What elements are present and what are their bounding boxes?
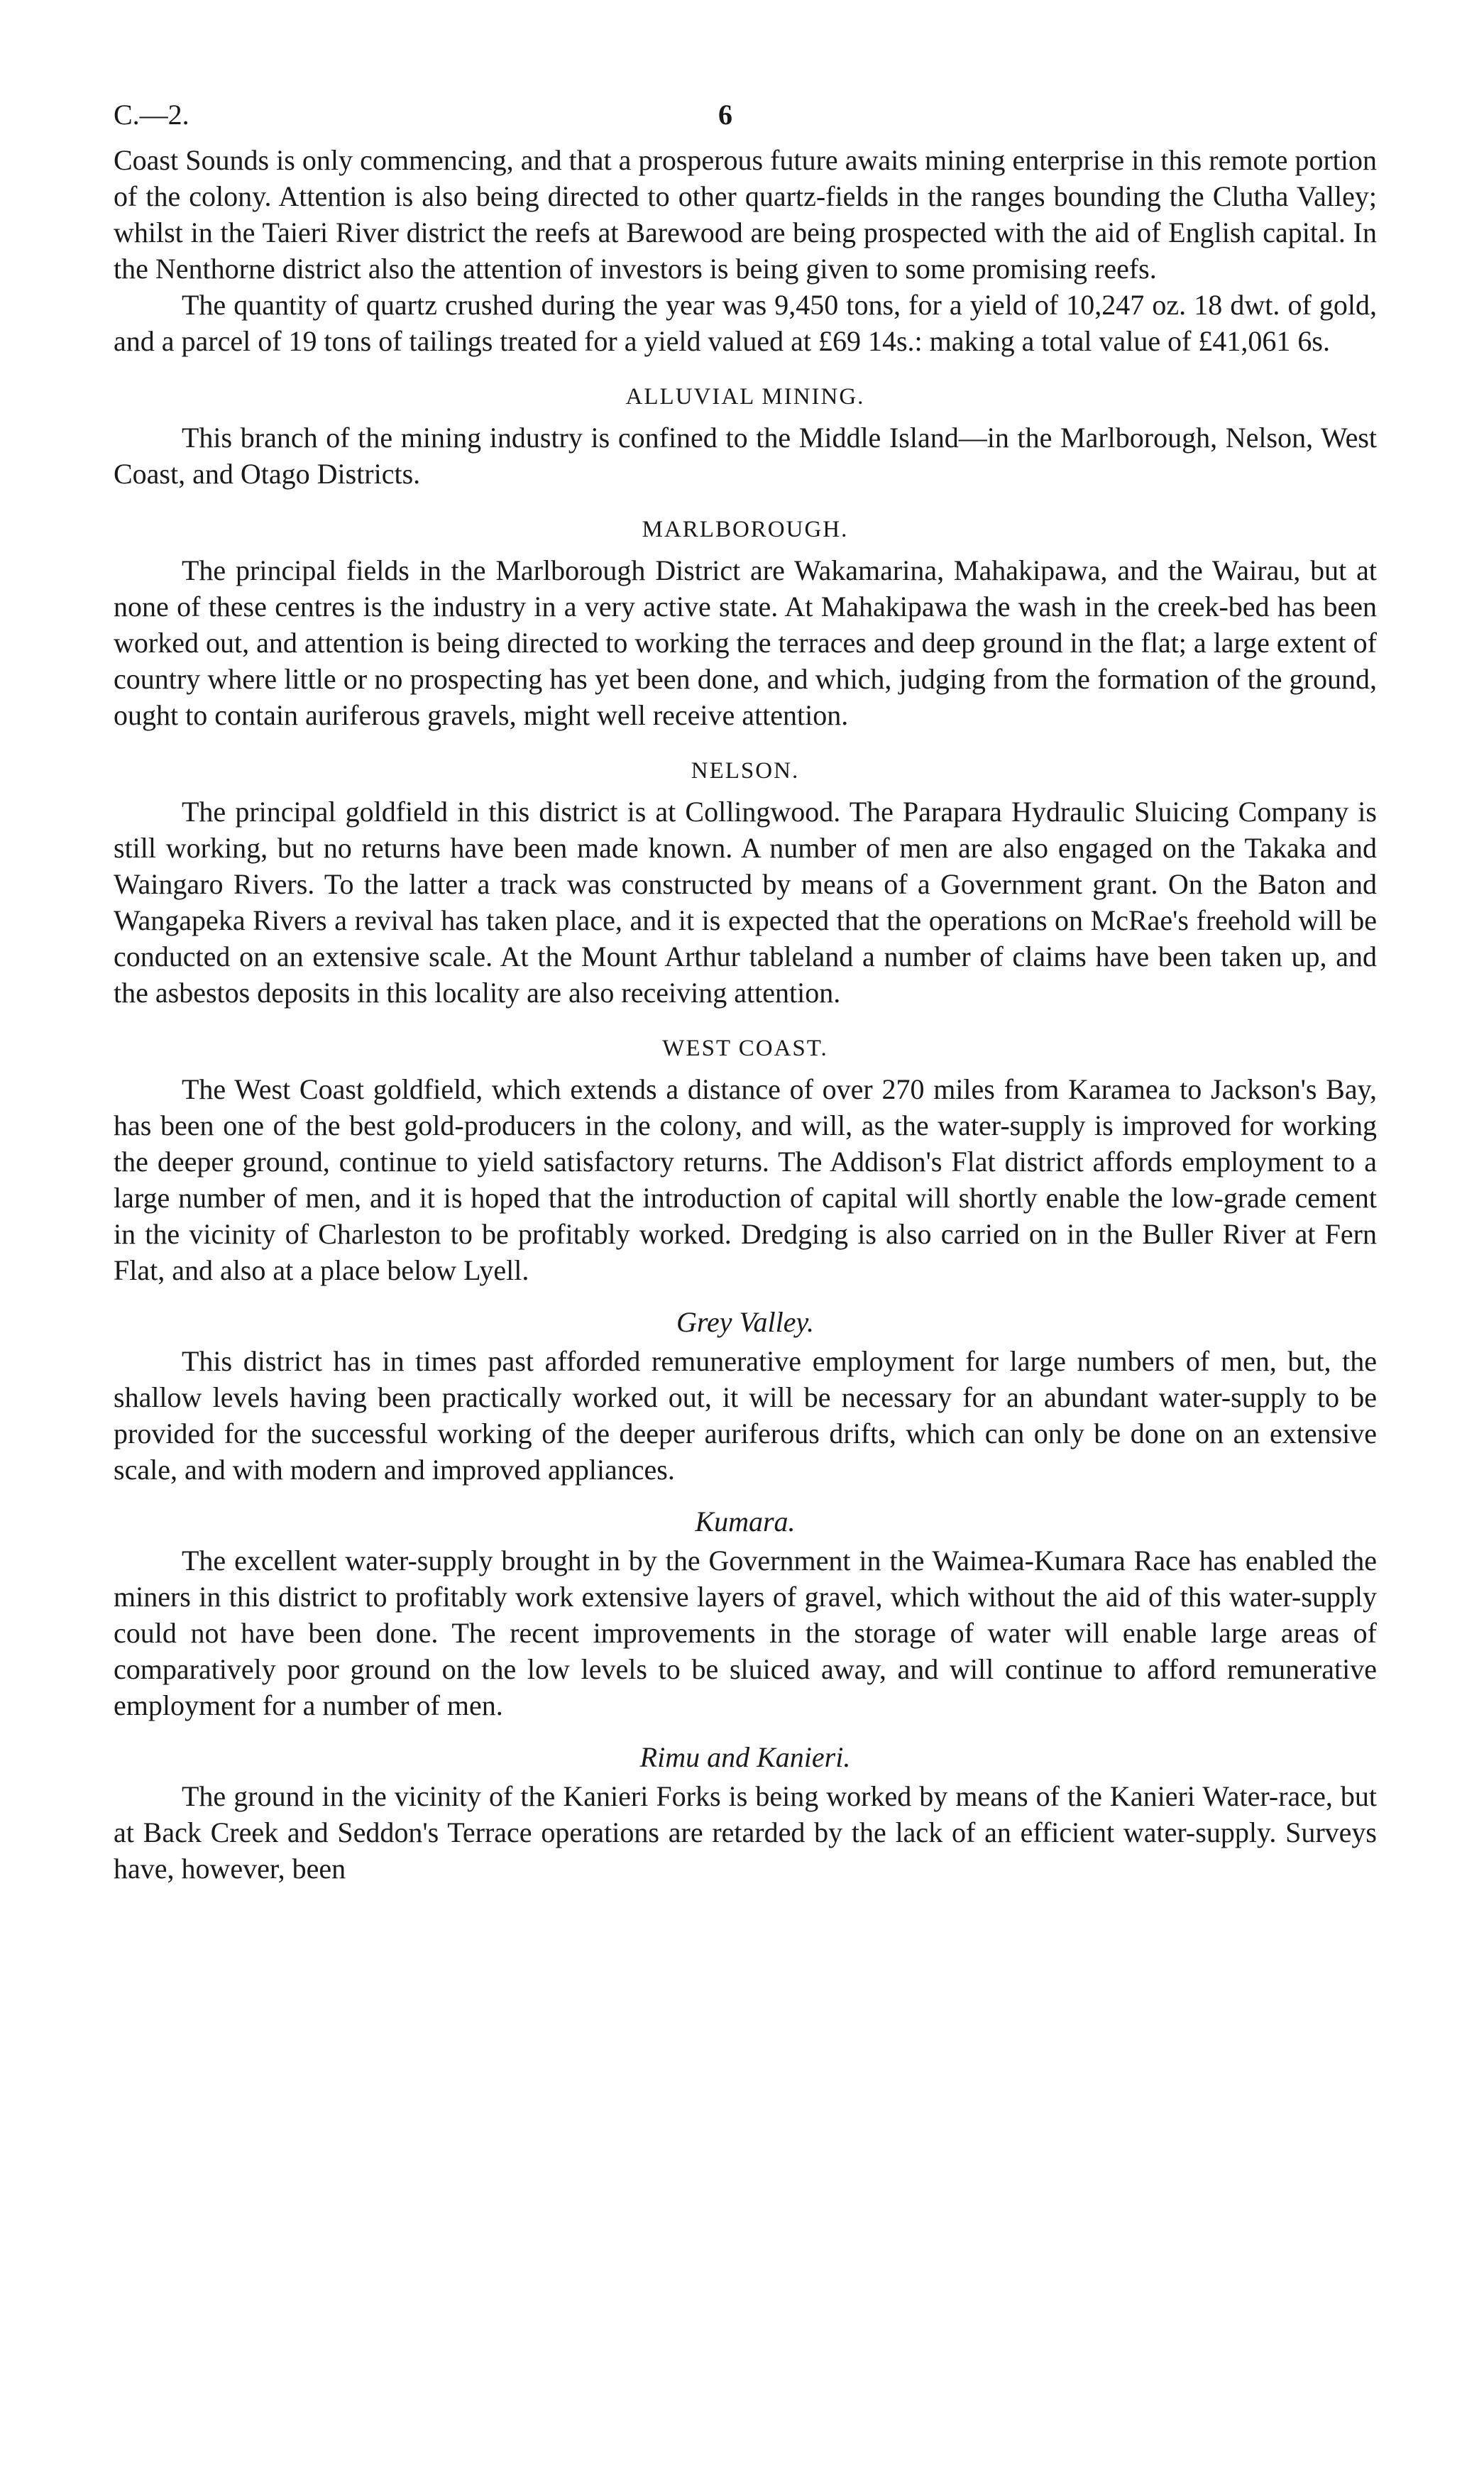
section-heading-marlborough: MARLBOROUGH. bbox=[642, 517, 849, 542]
rimu-kanieri-paragraph: The ground in the vicinity of the Kanieri Forks is being worked by means of the Kanieri Water-race, but at Back Creek and Seddon's Terrace operations are retarded by the lack of an efficient water-supply. Surveys have, however, been bbox=[114, 1780, 1377, 1885]
rimu-kanieri-section bbox=[114, 1739, 1377, 1887]
intro-paragraph-1: Coast Sounds is only commencing, and that a prosperous future awaits mining enterprise in this remote portion of the colony. Attention is also being directed to other quartz-fields in the ranges bounding the Clutha Valley; whilst in the Taieri River district the reefs at Barewood are being prospected with the aid of English capital. In the Nenthorne district also the attention of investors is being given to some promising reefs. bbox=[114, 144, 1377, 285]
alluvial-paragraph: This branch of the mining industry is confined to the Middle Island—in the Marlborough, Nelson, West Coast, and Otago Districts. bbox=[114, 422, 1377, 490]
nelson-section bbox=[114, 753, 1377, 1011]
marlborough-paragraph: The principal fields in the Marlborough District are Wakamarina, Mahakipawa, and the Wairau, but at none of these centres is the industry in a very active state. At Mahakipawa the wash in the creek-bed has been worked out, and attention is being directed to working the terraces and deep ground in the flat; a large extent of country where little or no prospecting has yet been done, and which, judging from the formation of the ground, ought to contain auriferous gravels, might well receive attention. bbox=[114, 554, 1377, 731]
subheading-grey-valley: Grey Valley. bbox=[676, 1306, 814, 1338]
section-heading-alluvial: ALLUVIAL MINING. bbox=[625, 384, 865, 410]
kumara-section bbox=[114, 1503, 1377, 1723]
west-coast-section bbox=[114, 1031, 1377, 1288]
west-coast-paragraph: The West Coast goldfield, which extends a distance of over 270 miles from Karamea to Jackson's Bay, has been one of the best gold-producers in the colony, and will, as the water-supply is improved for working the deeper ground, continue to yield satisfactory returns. The Addison's Flat district affords employment to a large number of men, and it is hoped that the introduction of capital will shortly enable the low-grade cement in the vicinity of Charleston to be profitably worked. Dredging is also carried on in the Buller River at Fern Flat, and also at a place below Lyell. bbox=[114, 1073, 1377, 1286]
grey-valley-section bbox=[114, 1304, 1377, 1488]
intro-paragraph-2: The quantity of quartz crushed during the year was 9,450 tons, for a yield of 10,247 oz. 18 dwt. of gold, and a parcel of 19 tons of tailings treated for a yield valued at £69 14s.: making a total value of £41,061 6s. bbox=[114, 289, 1377, 357]
section-heading-nelson: NELSON. bbox=[691, 758, 800, 784]
document-page bbox=[114, 85, 1377, 1902]
marlborough-section bbox=[114, 512, 1377, 733]
subheading-rimu-kanieri: Rimu and Kanieri. bbox=[639, 1741, 851, 1773]
document-reference: C.—2. bbox=[114, 99, 189, 131]
alluvial-section bbox=[114, 379, 1377, 492]
page-number: 6 bbox=[718, 99, 732, 131]
kumara-paragraph: The excellent water-supply brought in by the Government in the Waimea-Kumara Race has enabled the miners in this district to profitably work extensive layers of gravel, which without the aid of this water-supply could not have been done. The recent improvements in the storage of water will enable large areas of comparatively poor ground on the low levels to be sluiced away, and will continue to afford remunerative employment for a number of men. bbox=[114, 1545, 1377, 1721]
section-heading-west-coast: WEST COAST. bbox=[662, 1036, 828, 1061]
grey-valley-paragraph: This district has in times past afforded remunerative employment for large numbers of men, but, the shallow levels having been practically worked out, it will be necessary for an abundant water-supply to be provided for the successful working of the deeper auriferous drifts, which can only be done on an extensive scale, and with modern and improved appliances. bbox=[114, 1345, 1377, 1486]
nelson-paragraph: The principal goldfield in this district is at Collingwood. The Parapara Hydraulic Sluicing Company is still working, but no returns have been made known. A number of men are also engaged on the Takaka and Waingaro Rivers. To the latter a track was constructed by means of a Government grant. On the Baton and Wangapeka Rivers a revival has taken place, and it is expected that the operations on McRae's freehold will be conducted on an extensive scale. At the Mount Arthur tableland a number of claims have been taken up, and the asbestos deposits in this locality are also receiving attention. bbox=[114, 796, 1377, 1009]
intro-section bbox=[114, 142, 1377, 359]
subheading-kumara: Kumara. bbox=[695, 1506, 796, 1537]
page-header bbox=[114, 85, 1377, 142]
